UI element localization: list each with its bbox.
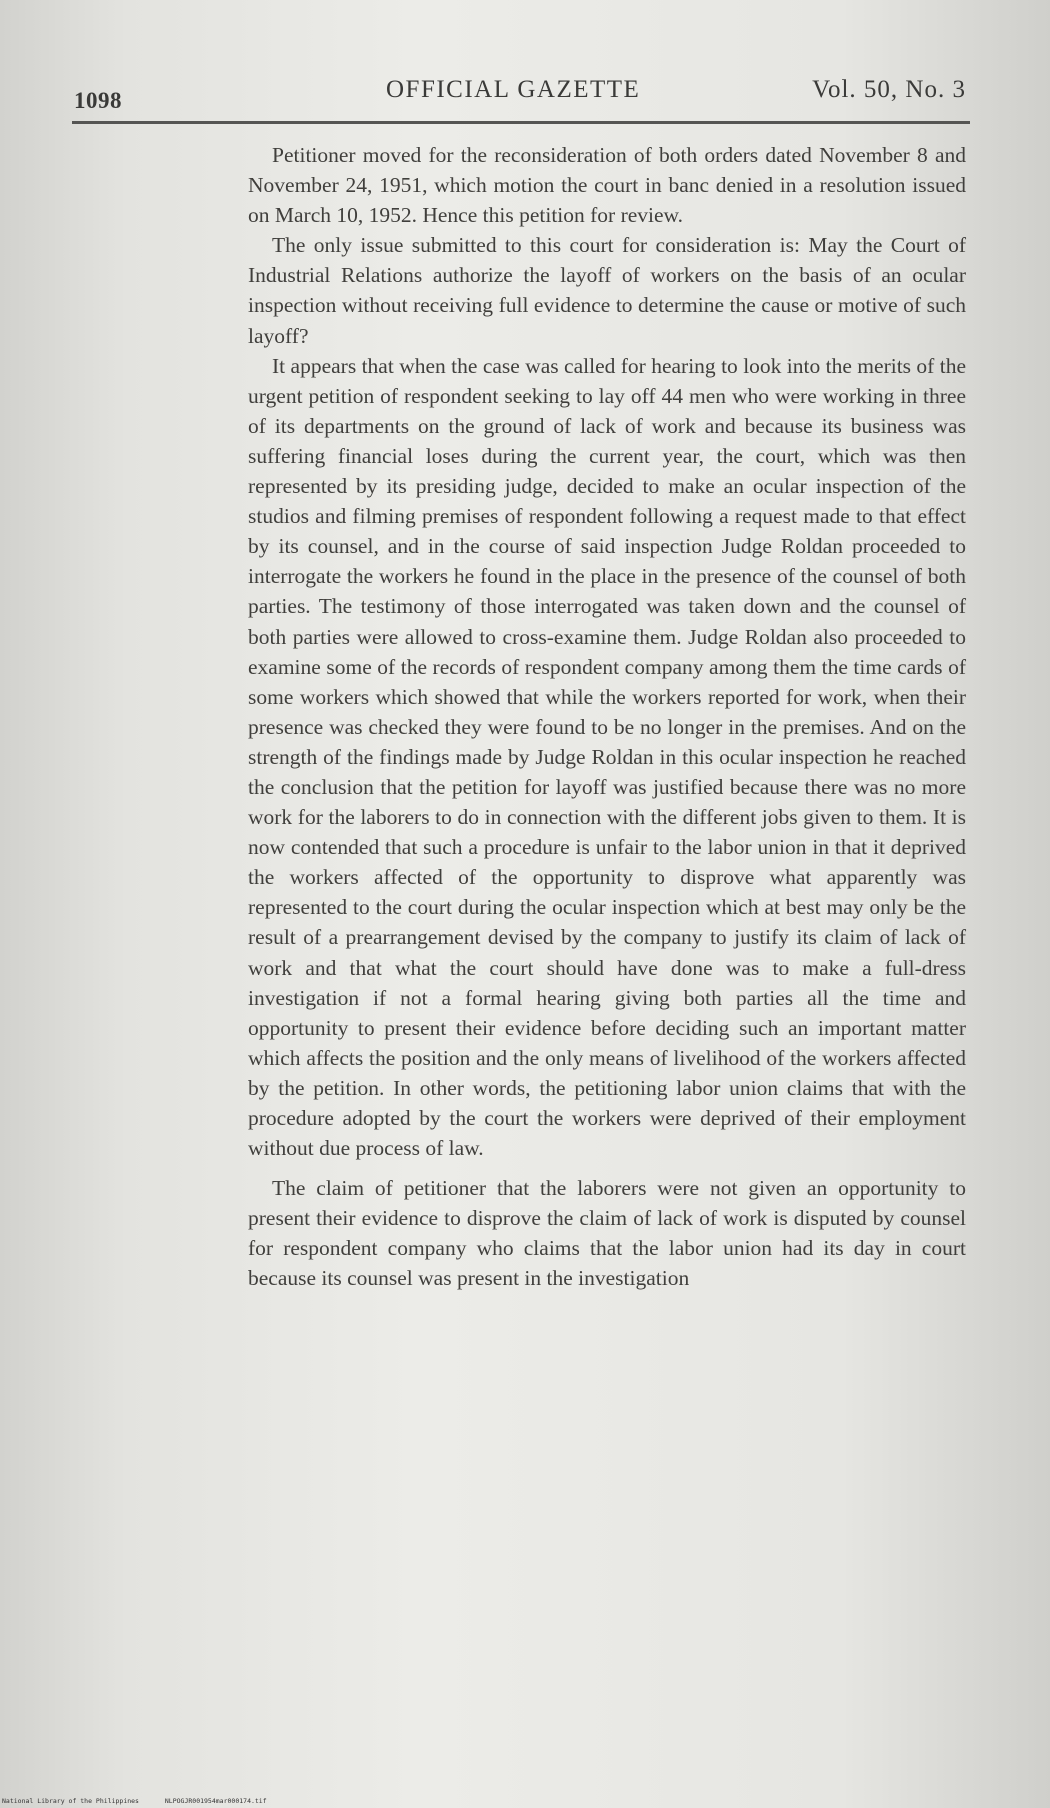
header-rule (72, 121, 970, 124)
paragraph-claim: The claim of petitioner that the laborers were not given an opportunity to present their evidence to disprove the claim of lack of work is disputed by counsel for respondent company who claims that the labor union had its day in court because its counsel was present in the investigation (248, 1176, 966, 1291)
file-name: NLPOGJR001954mar000174.tif (164, 1797, 267, 1805)
page-number: 1098 (74, 88, 122, 113)
scan-footer (2, 1797, 267, 1805)
page-header (70, 70, 970, 114)
library-credit: National Library of the Philippines (2, 1797, 139, 1805)
paragraph-issue: The only issue submitted to this court for consideration is: May the Court of Industrial Relations authorize the layoff of workers on the basis of an ocular inspection without receiving full evidence to determine the cause or motive of such layoff? (248, 233, 966, 348)
paragraph-reconsideration: Petitioner moved for the reconsideration of both orders dated November 8 and November 24, 1951, which motion the court in banc denied in a resolution issued on March 10, 1952. Hence this petition for review. (248, 143, 966, 228)
paragraph-facts: It appears that when the case was called for hearing to look into the merits of the urgent petition of respondent seeking to lay off 44 men who were working in three of its departments on the ground of lack of work and because its business was suffering financial loses during the current year, the court, which was then represented by its presiding judge, decided to make an ocular inspection of the studios and filming premises of respondent following a request made to that effect by its counsel, and in the course of said inspection Judge Roldan proceeded to interrogate the workers he found in the place in the presence of the counsel of both parties. The testimony of those interrogated was taken down and the counsel of both parties were allowed to cross-examine them. Judge Roldan also proceeded to examine some of the records of respondent company among them the time cards of some workers which showed that while the workers reported for work, when their presence was checked they were found to be no longer in the premises. And on the strength of the findings made by Judge Roldan in this ocular inspection he reached the conclusion that the petition for layoff was justified because there was no more work for the laborers to do in connection with the different jobs given to them. It is now contended that such a procedure is unfair to the labor union in that it deprived the workers affected of the opportunity to disprove what apparently was represented to the court during the ocular inspection which at best may only be the result of a prearrangement devised by the company to justify its claim of lack of work and that what the court should have done was to make a full-dress investigation if not a formal hearing giving both parties all the time and opportunity to present their evidence before deciding such an important matter which affects the position and the only means of livelihood of the workers affected by the petition. In other words, the petitioning labor union claims that with the procedure adopted by the court the workers were deprived of their employment without due process of law. (248, 353, 966, 1161)
volume-number: Vol. 50, No. 3 (812, 76, 966, 103)
running-title: OFFICIAL GAZETTE (386, 76, 641, 103)
body-text (248, 140, 966, 1294)
